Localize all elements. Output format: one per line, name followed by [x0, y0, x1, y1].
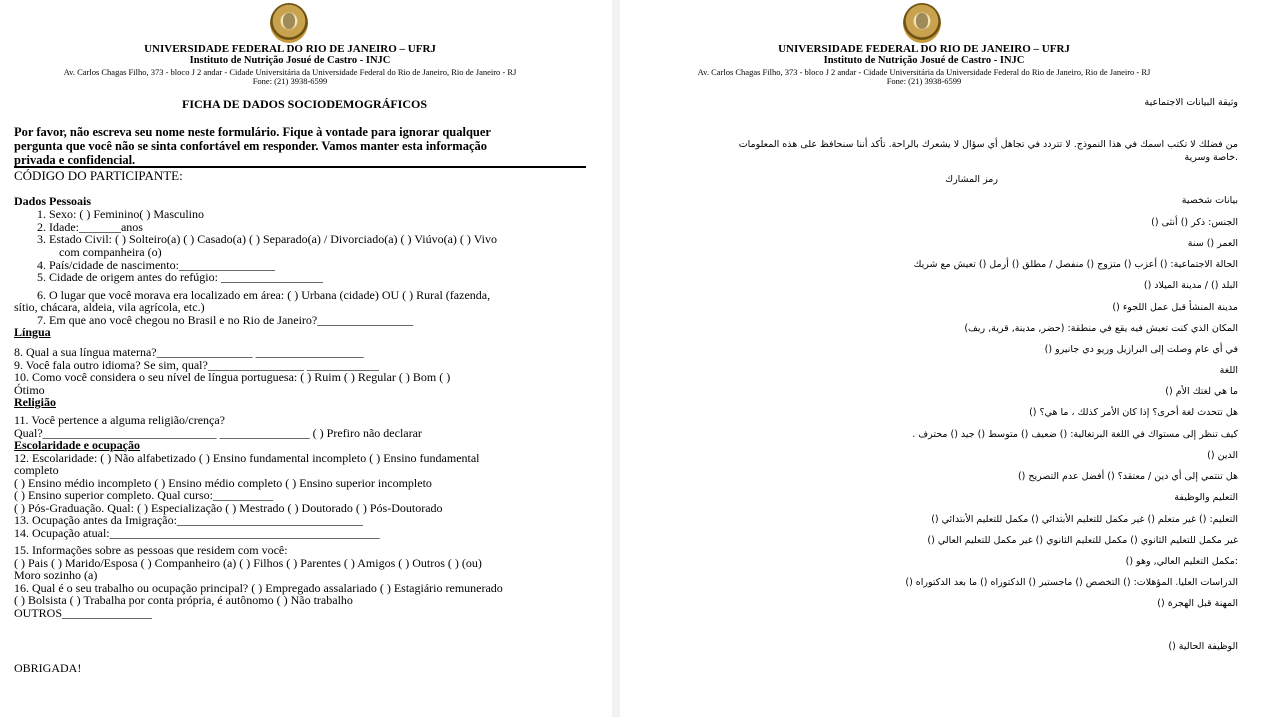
- institute-address: Av. Carlos Chagas Filho, 373 - bloco J 2 andar - Cidade Universitária da Universidade Federal do Rio de Janeiro, Rio de Janeiro - RJ: [697, 67, 1151, 77]
- intro-line-2-ar: .خاصة وسرية: [1184, 152, 1238, 163]
- question-main-work-line-2: ( ) Bolsista ( ) Trabalha por conta própria, é autônomo ( ) Não trabalho: [14, 593, 353, 607]
- question-education-line-4: ( ) Ensino superior completo. Qual curso:__________: [14, 488, 273, 502]
- question-occupation-before: 13. Ocupação antes da Imigração:_______________________________: [14, 513, 363, 527]
- question-education-ar: التعليم: () غير متعلم () غير مكمل للتعليم الأبتدائي () مكمل للتعليم الأبتدائي (): [931, 514, 1238, 525]
- intro-line-3: privada e confidencial.: [14, 153, 136, 167]
- question-birth-country-ar: البلد () / مدينة الميلاد (): [1143, 280, 1238, 291]
- question-arrival-year: 7. Em que ano você chegou no Brasil e no Rio de Janeiro?________________: [37, 313, 414, 327]
- question-education-line-2: completo: [14, 463, 59, 477]
- question-portuguese-level-ar: كيف تنظر إلى مستواك في اللغة البرتغالية: () ضعيف () متوسط () جيد () محترف .: [912, 429, 1238, 440]
- question-sex-ar: الجنس: ذكر () أنثى (): [1151, 217, 1238, 228]
- question-household-options: ( ) Pais ( ) Marido/Esposa ( ) Companheiro (a) ( ) Filhos ( ) Parentes ( ) Amigos ( ) Outros ( ) (ou): [14, 556, 482, 570]
- question-marital-status: 3. Estado Civil: ( ) Solteiro(a) ( ) Casado(a) ( ) Separado(a) / Divorciado(a) ( ) Viúvo(a) ( ) Vivo: [37, 232, 497, 246]
- question-education: 12. Escolaridade: ( ) Não alfabetizado ( ) Ensino fundamental incompleto ( ) Ensino fundamental: [14, 451, 480, 465]
- question-other-language: 9. Você fala outro idioma? Se sim, qual?________________ ____________: [14, 358, 379, 372]
- section-religion-ar: الدين (): [1207, 450, 1238, 461]
- question-religion-ar: هل تنتمي إلى أي دين / معتقد؟ () أفضل عدم التصريح (): [1017, 471, 1238, 482]
- university-name: UNIVERSIDADE FEDERAL DO RIO DE JANEIRO – UFRJ: [144, 43, 436, 55]
- question-marital-status-cont: com companheira (o): [59, 245, 162, 259]
- question-education-line-3-ar: :مكمل التعليم العالي, وهو (): [1125, 556, 1238, 567]
- question-arrival-year-ar: في أي عام وصلت إلى البرازيل وريو دي جانيرو (): [1044, 344, 1238, 355]
- institute-name: Instituto de Nutrição Josué de Castro - INJC: [189, 55, 391, 66]
- participant-code-label: CÓDIGO DO PARTICIPANTE:: [14, 168, 183, 183]
- question-area-type-cont: sítio, chácara, aldeia, vila agrícola, etc.): [14, 300, 205, 314]
- ufrj-seal-logo: [270, 3, 308, 43]
- question-portuguese-level-cont: Ótimo: [14, 383, 45, 397]
- section-language: Língua: [14, 325, 51, 339]
- institute-phone: Fone: (21) 3938-6599: [252, 76, 328, 86]
- question-age-ar: العمر () سنة: [1187, 238, 1238, 249]
- institute-phone: Fone: (21) 3938-6599: [886, 76, 962, 86]
- section-education: Escolaridade e ocupação: [14, 438, 140, 452]
- question-education-line-5: ( ) Pós-Graduação. Qual: ( ) Especialização ( ) Mestrado ( ) Doutorado ( ) Pós-Doutorado: [14, 501, 443, 515]
- page-separator: [612, 0, 620, 717]
- question-birth-country: 4. País/cidade de nascimento:________________: [37, 258, 275, 272]
- university-name: UNIVERSIDADE FEDERAL DO RIO DE JANEIRO – UFRJ: [778, 43, 1070, 55]
- institute-address: Av. Carlos Chagas Filho, 373 - bloco J 2 andar - Cidade Universitária da Universidade Federal do Rio de Janeiro, Rio de Janeiro - RJ: [63, 67, 517, 77]
- question-mother-tongue: 8. Qual a sua língua materna?________________ __________________: [14, 345, 364, 359]
- participant-code-label-ar: رمز المشارك: [945, 174, 998, 185]
- question-religion-which: Qual?_____________________________ _______________ ( ) Prefiro não declarar: [14, 426, 422, 440]
- section-language-ar: اللغة: [1219, 365, 1238, 376]
- section-education-ar: التعليم والوظيفة: [1174, 492, 1238, 503]
- question-origin-city-ar: مدينة المنشأ قبل عمل اللجوء (): [1112, 302, 1238, 313]
- section-religion: Religião: [14, 395, 56, 409]
- intro-line-2: pergunta que você não se sinta confortável em responder. Vamos manter esta informação: [14, 139, 487, 153]
- portuguese-form-page: [0, 0, 612, 717]
- question-religion: 11. Você pertence a alguma religião/crença?: [14, 413, 226, 427]
- question-occupation-before-ar: المهنة قبل الهجرة (): [1157, 598, 1238, 609]
- question-area-type-ar: المكان الذي كنت تعيش فيه يقع في منطقة: (حضر, مدينة, قرية, ريف): [964, 323, 1238, 334]
- question-household-options-cont: Moro sozinho (a): [14, 568, 98, 582]
- section-personal-data-ar: بيانات شخصية: [1181, 195, 1238, 206]
- institute-name: Instituto de Nutrição Josué de Castro - INJC: [823, 55, 1025, 66]
- section-personal-data: Dados Pessoais: [14, 194, 92, 208]
- question-occupation-current-ar: الوظيفة الحالية (): [1168, 641, 1238, 652]
- question-household: 15. Informações sobre as pessoas que residem com você:: [14, 543, 288, 557]
- question-occupation-current: 14. Ocupação atual:_____________________________________________: [14, 526, 380, 540]
- question-mother-tongue-ar: ما هي لغتك الأم (): [1165, 386, 1238, 397]
- question-main-work: 16. Qual é o seu trabalho ou ocupação principal? ( ) Empregado assalariado ( ) Estagiário remunerado: [14, 581, 503, 595]
- intro-line-1-ar: من فضلك لا تكتب اسمك في هذا النموذج. لا تتردد في تجاهل أي سؤال لا يشعرك بالراحة. تأكد أننا سنحافظ على هذه المعلومات: [738, 139, 1238, 150]
- question-education-line-4-ar: الدراسات العليا. المؤهلات: () التخصص () ماجستير () الدكتوراه () ما بعد الدكتوراه (): [905, 577, 1238, 588]
- question-marital-status-ar: الحالة الاجتماعية: () أعزب () متزوج () منفصل / مطلق () أرمل () تعيش مع شريك: [913, 259, 1238, 270]
- question-other-language-ar: هل تتحدث لغة أخرى؟ إذا كان الأمر كذلك ، ما هي؟ (): [1029, 407, 1238, 418]
- form-title-ar: وثيقة البيانات الاجتماعية: [1144, 97, 1238, 108]
- question-education-line-3: ( ) Ensino médio incompleto ( ) Ensino médio completo ( ) Ensino superior incompleto: [14, 476, 432, 490]
- question-area-type: 6. O lugar que você morava era localizado em área: ( ) Urbana (cidade) OU ( ) Rural (fazenda,: [37, 288, 491, 302]
- question-portuguese-level: 10. Como você considera o seu nível de língua portuguesa: ( ) Ruim ( ) Regular ( ) Bom ( ): [14, 370, 451, 384]
- question-main-work-other: OUTROS_______________: [14, 606, 153, 620]
- question-origin-city: 5. Cidade de origem antes do refúgio: _________________: [37, 270, 323, 284]
- question-age: 2. Idade:_______anos: [37, 220, 143, 234]
- form-title: FICHA DE DADOS SOCIODEMOGRÁFICOS: [182, 97, 428, 111]
- ufrj-seal-logo: [903, 3, 941, 43]
- arabic-form-page: [620, 0, 1278, 717]
- thank-you-text: OBRIGADA!: [14, 661, 82, 675]
- question-education-line-2-ar: غير مكمل للتعليم الثانوي () مكمل للتعليم الثانوي () غير مكمل للتعليم العالي (): [927, 535, 1238, 546]
- intro-line-1: Por favor, não escreva seu nome neste formulário. Fique à vontade para ignorar qualquer: [14, 125, 491, 139]
- question-sex: 1. Sexo: ( ) Feminino( ) Masculino: [37, 207, 204, 221]
